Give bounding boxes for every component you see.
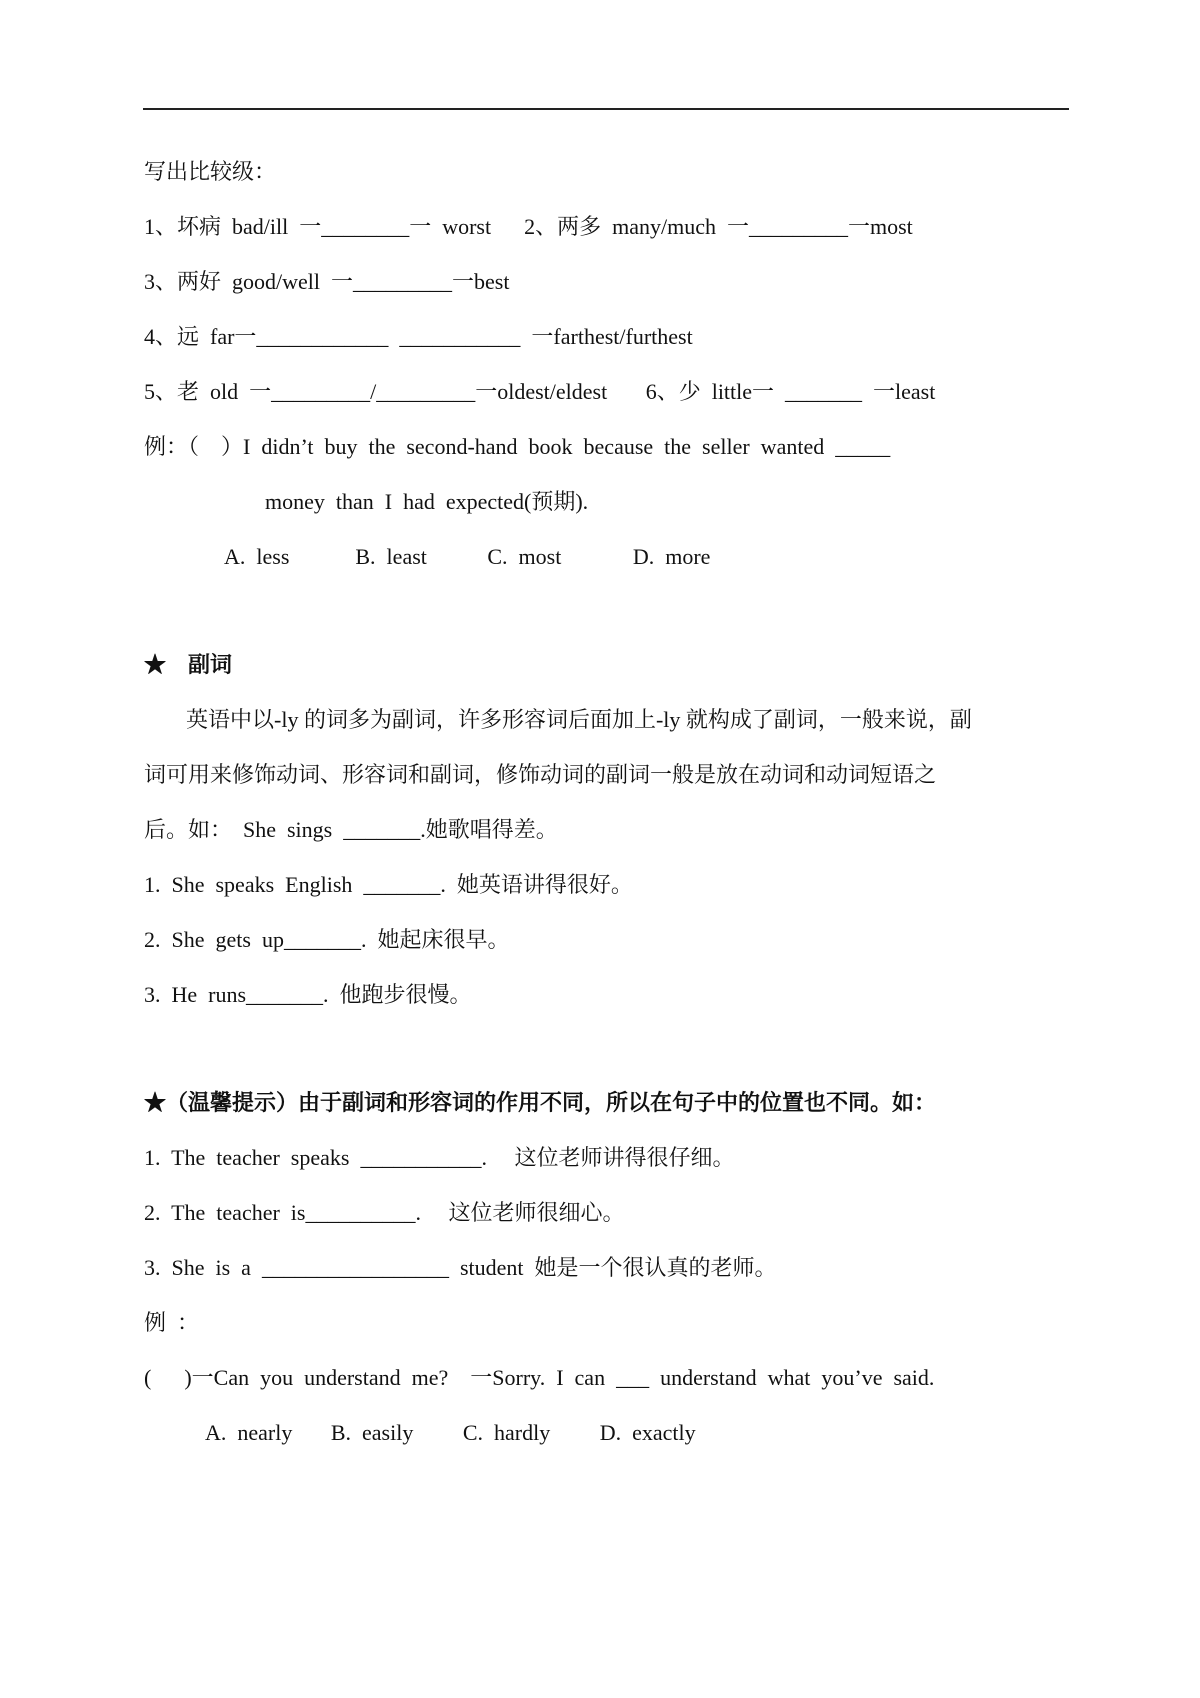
tip-example-label: 例 ： — [144, 1310, 200, 1335]
tip-example-question: ( )一Can you understand me? 一Sorry. I can ___ understand what you’ve said. — [144, 1365, 935, 1390]
tip-example-options: A. nearly B. easily C. hardly D. exactly — [205, 1420, 696, 1445]
comparatives-line-1: 1、坏病 bad/ill 一________一 worst 2、两多 many/much 一_________一most — [144, 214, 913, 239]
adverbs-question-1: 1. She speaks English _______. 她英语讲得很好。 — [144, 872, 633, 897]
comparatives-title: 写出比较级： — [144, 159, 277, 184]
tip-heading: ★（温馨提示）由于副词和形容词的作用不同，所以在句子中的位置也不同。如： — [144, 1090, 937, 1115]
adverbs-paragraph-3: 后。如： She sings _______.她歌唱得差。 — [144, 817, 558, 842]
adverbs-paragraph-1: 英语中以-ly 的词多为副词，许多形容词后面加上-ly 就构成了副词，一般来说，副 — [186, 707, 972, 732]
comparatives-line-3: 4、远 far一____________ ___________ 一farthest/furthest — [144, 324, 693, 349]
comparatives-options: A. less B. least C. most D. more — [224, 544, 711, 569]
tip-question-1: 1. The teacher speaks ___________. 这位老师讲得很仔细。 — [144, 1145, 735, 1170]
comparatives-line-4: 5、老 old 一_________/_________一oldest/eldest 6、少 little一 _______ 一least — [144, 379, 936, 404]
adverbs-question-3: 3. He runs_______. 他跑步很慢。 — [144, 982, 472, 1007]
adverbs-paragraph-2: 词可用来修饰动词、形容词和副词，修饰动词的副词一般是放在动词和动词短语之 — [144, 762, 937, 787]
comparatives-line-2: 3、两好 good/well 一_________一best — [144, 269, 510, 294]
comparatives-example-line-2: money than I had expected(预期). — [265, 489, 589, 514]
tip-question-2: 2. The teacher is__________. 这位老师很细心。 — [144, 1200, 625, 1225]
comparatives-example-line-1: 例：（ ）I didn’t buy the second-hand book because the seller wanted _____ — [144, 434, 891, 459]
tip-question-3: 3. She is a _________________ student 她是一个很认真的老师。 — [144, 1255, 777, 1280]
adverbs-heading: ★ 副词 — [144, 652, 233, 677]
header-rule — [143, 108, 1069, 110]
adverbs-question-2: 2. She gets up_______. 她起床很早。 — [144, 927, 510, 952]
